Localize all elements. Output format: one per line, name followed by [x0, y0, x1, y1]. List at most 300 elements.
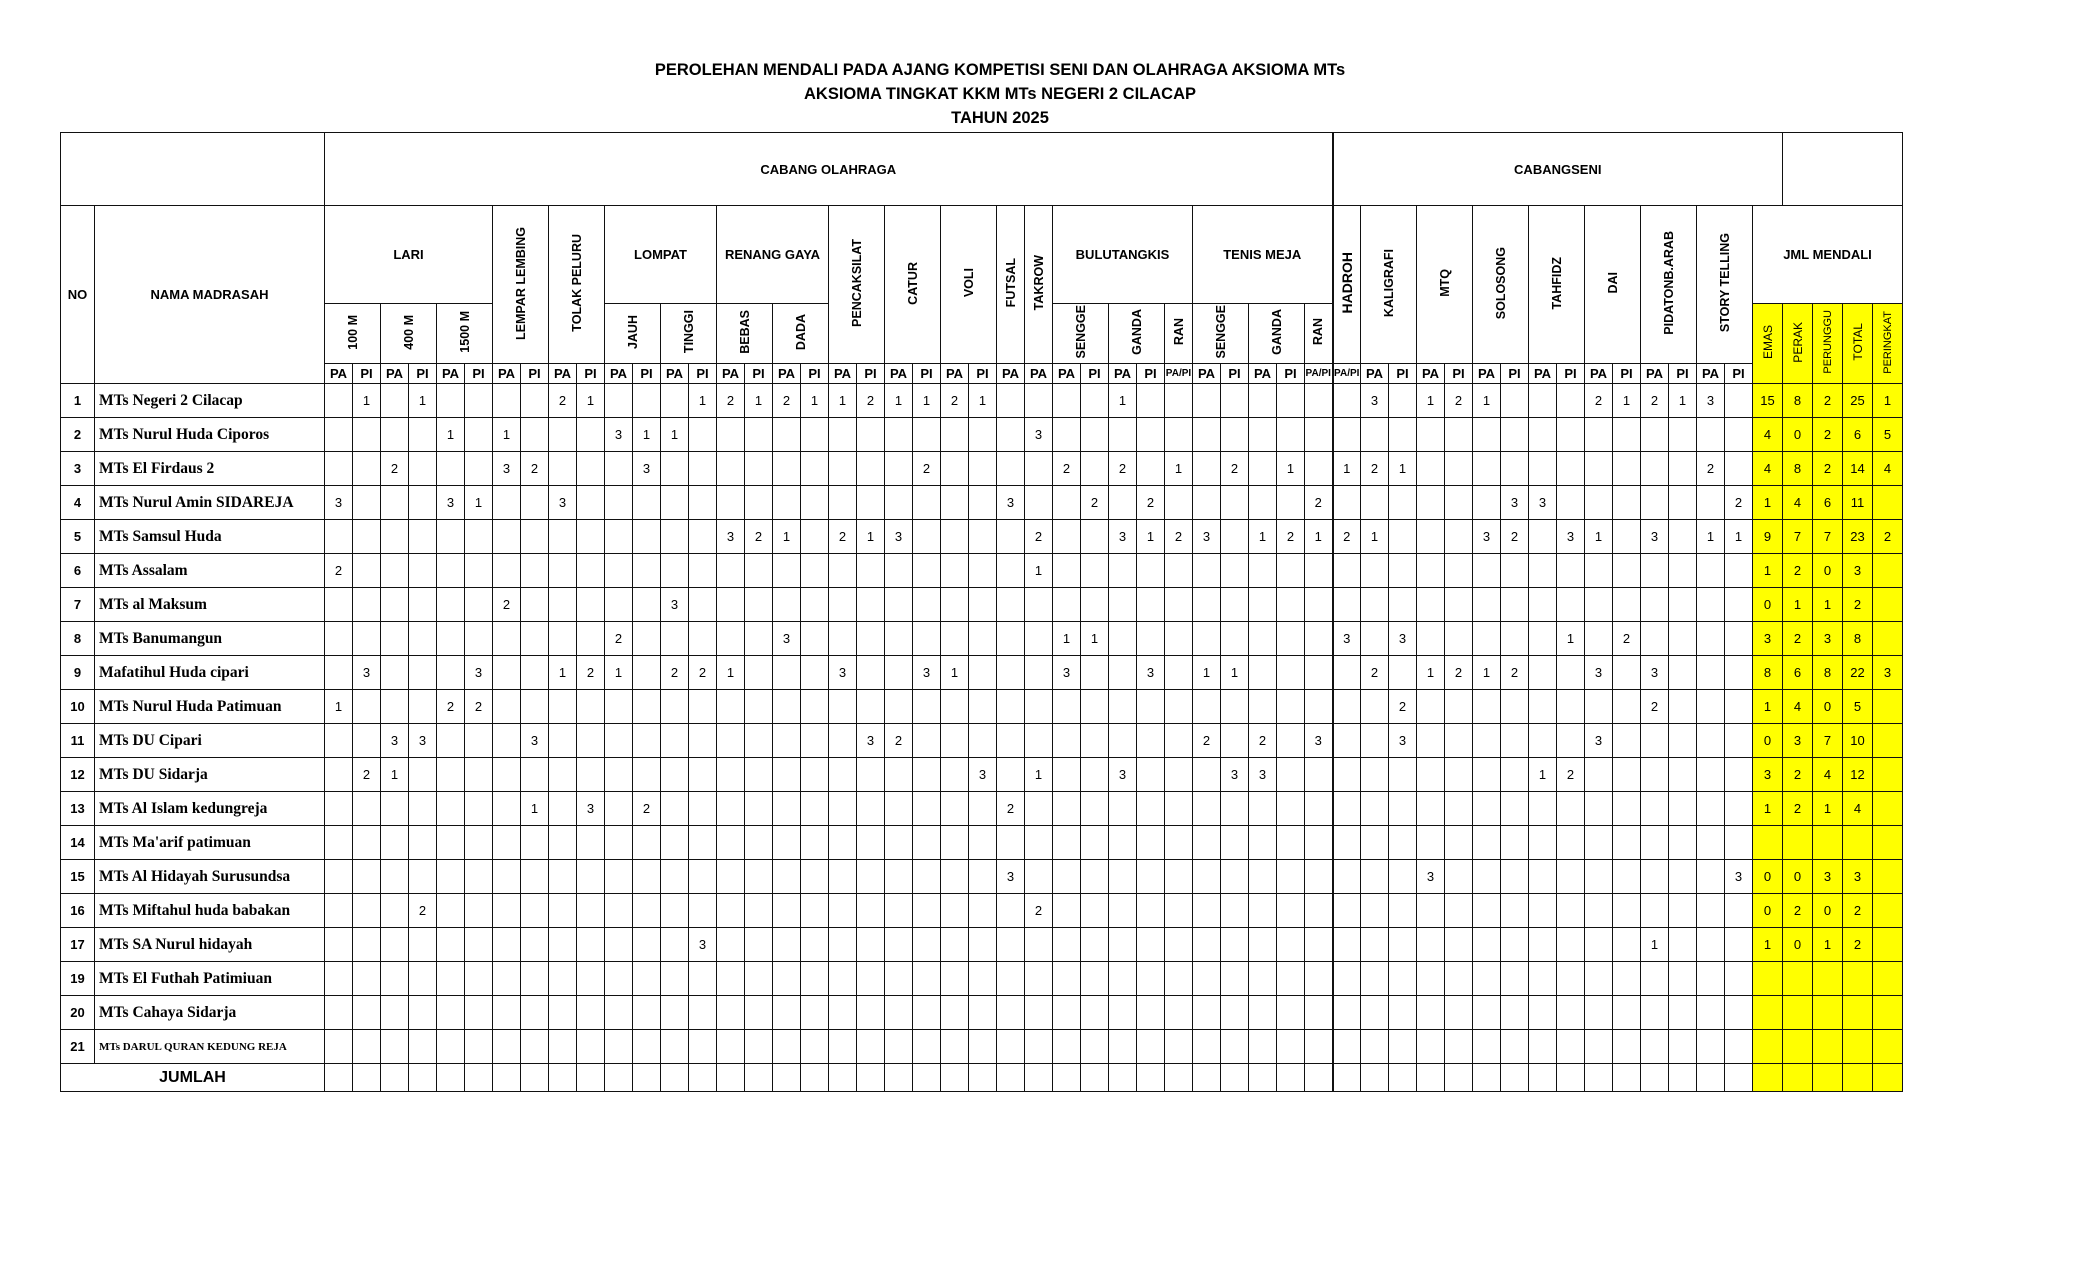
- medal-cell: [633, 1030, 661, 1064]
- header-peringkat: PERINGKAT: [1873, 304, 1903, 384]
- medal-cell: [633, 554, 661, 588]
- medal-cell: [885, 928, 913, 962]
- medal-cell: [941, 860, 969, 894]
- medal-cell: [1025, 860, 1053, 894]
- medal-cell: [1109, 724, 1137, 758]
- medal-cell: [1445, 622, 1473, 656]
- medal-cell: [1473, 758, 1501, 792]
- medal-cell: [1165, 962, 1193, 996]
- medal-cell: 3: [521, 724, 549, 758]
- medal-cell: [829, 996, 857, 1030]
- medal-cell: [1333, 656, 1361, 690]
- medal-cell: 2: [1725, 486, 1753, 520]
- medal-cell: [1613, 588, 1641, 622]
- medal-cell: [1389, 1030, 1417, 1064]
- jumlah-cell: [1585, 1064, 1613, 1092]
- medal-cell: [1725, 554, 1753, 588]
- medal-cell: [353, 724, 381, 758]
- medal-cell: [549, 622, 577, 656]
- medal-cell: [1529, 1030, 1557, 1064]
- medal-cell: 2: [1081, 486, 1109, 520]
- medal-cell: [661, 452, 689, 486]
- jumlah-cell: [1333, 1064, 1361, 1092]
- medal-cell: [689, 690, 717, 724]
- header-1500m: 1500 M: [437, 304, 493, 364]
- medal-cell: [969, 418, 997, 452]
- medal-cell: [577, 452, 605, 486]
- medal-cell: [1165, 758, 1193, 792]
- medal-cell: [577, 622, 605, 656]
- medal-cell: [1249, 418, 1277, 452]
- medal-cell: [1697, 928, 1725, 962]
- medal-cell: [1333, 384, 1361, 418]
- medal-cell: [325, 656, 353, 690]
- medal-cell: [745, 996, 773, 1030]
- madrasah-name: Mafatihul Huda cipari: [95, 656, 325, 690]
- medal-cell: 2: [1585, 384, 1613, 418]
- medal-cell: [997, 962, 1025, 996]
- medal-cell: [1697, 486, 1725, 520]
- perunggu-cell: 2: [1813, 452, 1843, 486]
- perak-cell: [1783, 826, 1813, 860]
- medal-cell: [353, 486, 381, 520]
- medal-cell: [1697, 622, 1725, 656]
- medal-cell: [549, 520, 577, 554]
- medal-cell: 3: [689, 928, 717, 962]
- medal-cell: 1: [1025, 554, 1053, 588]
- medal-cell: [997, 656, 1025, 690]
- medal-cell: [773, 894, 801, 928]
- medal-cell: [1165, 622, 1193, 656]
- medal-cell: [1361, 1030, 1389, 1064]
- header-bebas: BEBAS: [717, 304, 773, 364]
- header-renang: RENANG GAYA: [717, 206, 829, 304]
- jumlah-cell: [1277, 1064, 1305, 1092]
- medal-cell: 1: [801, 384, 829, 418]
- medal-cell: [1305, 622, 1333, 656]
- medal-cell: [1081, 792, 1109, 826]
- medal-cell: [605, 690, 633, 724]
- jumlah-cell: [717, 1064, 745, 1092]
- header-pi-cell: PI: [633, 364, 661, 384]
- medal-cell: [661, 758, 689, 792]
- medal-cell: [941, 962, 969, 996]
- medal-cell: 3: [325, 486, 353, 520]
- medal-cell: 3: [1641, 520, 1669, 554]
- medal-cell: 3: [1053, 656, 1081, 690]
- medal-cell: [1669, 928, 1697, 962]
- medal-cell: [605, 996, 633, 1030]
- medal-cell: [1529, 452, 1557, 486]
- medal-cell: [1221, 554, 1249, 588]
- medal-cell: 1: [493, 418, 521, 452]
- jumlah-cell: [661, 1064, 689, 1092]
- medal-cell: [1389, 826, 1417, 860]
- medal-cell: [1053, 418, 1081, 452]
- header-400m: 400 M: [381, 304, 437, 364]
- medal-cell: [465, 418, 493, 452]
- medal-cell: 1: [521, 792, 549, 826]
- medal-cell: [1529, 622, 1557, 656]
- medal-cell: [1417, 486, 1445, 520]
- row-number: 9: [61, 656, 95, 690]
- medal-cell: [1669, 962, 1697, 996]
- medal-cell: [1193, 384, 1221, 418]
- medal-cell: 3: [465, 656, 493, 690]
- medal-cell: 3: [1109, 758, 1137, 792]
- jumlah-cell: [1473, 1064, 1501, 1092]
- medal-cell: [1137, 860, 1165, 894]
- medal-cell: [521, 962, 549, 996]
- emas-cell: 1: [1753, 928, 1783, 962]
- medal-cell: 3: [633, 452, 661, 486]
- medal-cell: [465, 724, 493, 758]
- medal-cell: [325, 622, 353, 656]
- medal-cell: [1305, 928, 1333, 962]
- medal-cell: 3: [1641, 656, 1669, 690]
- medal-cell: [857, 622, 885, 656]
- medal-cell: [1081, 962, 1109, 996]
- medal-cell: [1305, 894, 1333, 928]
- medal-cell: [801, 962, 829, 996]
- medal-cell: [1361, 690, 1389, 724]
- medal-cell: [717, 1030, 745, 1064]
- medal-cell: 2: [465, 690, 493, 724]
- medal-cell: [1613, 758, 1641, 792]
- medal-cell: [1053, 520, 1081, 554]
- medal-cell: [1641, 588, 1669, 622]
- medal-cell: [1417, 554, 1445, 588]
- medal-cell: 2: [1613, 622, 1641, 656]
- perunggu-cell: [1813, 1030, 1843, 1064]
- emas-cell: [1753, 826, 1783, 860]
- perunggu-cell: 4: [1813, 758, 1843, 792]
- medal-cell: 2: [1641, 690, 1669, 724]
- medal-cell: [1193, 996, 1221, 1030]
- medal-cell: [1529, 826, 1557, 860]
- medal-cell: [1165, 554, 1193, 588]
- perunggu-cell: 3: [1813, 622, 1843, 656]
- medal-cell: [857, 928, 885, 962]
- medal-cell: 2: [409, 894, 437, 928]
- medal-cell: [633, 894, 661, 928]
- emas-cell: [1753, 996, 1783, 1030]
- medal-cell: [493, 996, 521, 1030]
- medal-cell: 3: [1585, 656, 1613, 690]
- medal-cell: [1221, 860, 1249, 894]
- medal-cell: [829, 622, 857, 656]
- medal-cell: [745, 588, 773, 622]
- medal-cell: [549, 554, 577, 588]
- medal-cell: [353, 860, 381, 894]
- row-number: 3: [61, 452, 95, 486]
- medal-cell: [829, 690, 857, 724]
- medal-cell: 2: [1361, 656, 1389, 690]
- header-no: NO: [61, 206, 95, 384]
- medal-cell: [745, 656, 773, 690]
- medal-cell: [1277, 588, 1305, 622]
- medal-cell: [801, 1030, 829, 1064]
- header-pi-cell: PI: [689, 364, 717, 384]
- total-cell: 25: [1843, 384, 1873, 418]
- medal-cell: [1305, 962, 1333, 996]
- medal-cell: 1: [941, 656, 969, 690]
- medal-cell: [1725, 826, 1753, 860]
- medal-cell: 1: [1025, 758, 1053, 792]
- emas-cell: [1753, 1030, 1783, 1064]
- medal-cell: [829, 894, 857, 928]
- medal-cell: [1641, 996, 1669, 1030]
- medal-cell: [1333, 1030, 1361, 1064]
- medal-cell: 1: [1417, 656, 1445, 690]
- total-cell: 3: [1843, 860, 1873, 894]
- medal-cell: [521, 622, 549, 656]
- medal-cell: [521, 928, 549, 962]
- medal-cell: [1333, 860, 1361, 894]
- jumlah-cell: [1501, 1064, 1529, 1092]
- medal-cell: [1333, 996, 1361, 1030]
- medal-cell: [1613, 418, 1641, 452]
- header-pi-cell: PI: [857, 364, 885, 384]
- medal-cell: [941, 554, 969, 588]
- medal-cell: [829, 860, 857, 894]
- medal-cell: 3: [1557, 520, 1585, 554]
- madrasah-name: MTs Samsul Huda: [95, 520, 325, 554]
- medal-cell: 1: [605, 656, 633, 690]
- header-pa-cell: PA: [1697, 364, 1725, 384]
- header-jml: JML MENDALI: [1753, 206, 1903, 304]
- medal-cell: [1529, 588, 1557, 622]
- medal-cell: [325, 724, 353, 758]
- medal-cell: [353, 554, 381, 588]
- medal-cell: [1501, 962, 1529, 996]
- medal-cell: [521, 996, 549, 1030]
- medal-cell: [1361, 928, 1389, 962]
- medal-cell: [381, 792, 409, 826]
- medal-cell: [521, 520, 549, 554]
- medal-cell: [1333, 894, 1361, 928]
- medal-cell: [1389, 520, 1417, 554]
- medal-cell: 2: [745, 520, 773, 554]
- row-number: 14: [61, 826, 95, 860]
- medal-cell: [773, 554, 801, 588]
- medal-cell: [1193, 860, 1221, 894]
- medal-cell: [885, 656, 913, 690]
- medal-cell: [997, 894, 1025, 928]
- medal-cell: [1669, 996, 1697, 1030]
- medal-cell: [381, 520, 409, 554]
- header-pi-cell: PI: [521, 364, 549, 384]
- header-pa-cell: PA: [493, 364, 521, 384]
- medal-cell: [1025, 996, 1053, 1030]
- medal-cell: [885, 826, 913, 860]
- medal-cell: [493, 758, 521, 792]
- medal-cell: [325, 520, 353, 554]
- medal-cell: [577, 554, 605, 588]
- medal-cell: 1: [1361, 520, 1389, 554]
- medal-cell: 1: [1697, 520, 1725, 554]
- medal-cell: [325, 1030, 353, 1064]
- medal-cell: [325, 758, 353, 792]
- medal-cell: [493, 384, 521, 418]
- medal-cell: [605, 520, 633, 554]
- medal-cell: [465, 622, 493, 656]
- madrasah-name: MTs SA Nurul hidayah: [95, 928, 325, 962]
- medal-cell: [1529, 384, 1557, 418]
- medal-cell: [1361, 860, 1389, 894]
- header-pi-cell: PI: [913, 364, 941, 384]
- medal-cell: [661, 486, 689, 520]
- medal-cell: [1305, 826, 1333, 860]
- medal-cell: [997, 384, 1025, 418]
- medal-cell: [633, 996, 661, 1030]
- jumlah-cell: [1361, 1064, 1389, 1092]
- medal-cell: [409, 588, 437, 622]
- medal-cell: [1669, 520, 1697, 554]
- medal-cell: [885, 860, 913, 894]
- medal-cell: [325, 894, 353, 928]
- total-cell: 11: [1843, 486, 1873, 520]
- medal-cell: [1221, 724, 1249, 758]
- medal-cell: [1613, 452, 1641, 486]
- medal-cell: 1: [1417, 384, 1445, 418]
- medal-cell: [941, 826, 969, 860]
- medal-cell: [969, 962, 997, 996]
- header-pa-cell: PA: [1025, 364, 1053, 384]
- jumlah-cell: [1753, 1064, 1783, 1092]
- madrasah-name: MTs Nurul Huda Patimuan: [95, 690, 325, 724]
- emas-cell: 1: [1753, 792, 1783, 826]
- medal-cell: [1557, 486, 1585, 520]
- medal-cell: [381, 996, 409, 1030]
- medal-cell: [1585, 622, 1613, 656]
- table-row: [61, 622, 1903, 656]
- medal-cell: [1389, 588, 1417, 622]
- medal-cell: 2: [1025, 894, 1053, 928]
- medal-cell: [1445, 792, 1473, 826]
- medal-cell: [605, 384, 633, 418]
- medal-cell: [1725, 418, 1753, 452]
- medal-cell: 2: [1501, 656, 1529, 690]
- medal-cell: 1: [1473, 384, 1501, 418]
- medal-cell: [1641, 758, 1669, 792]
- medal-cell: [1389, 962, 1417, 996]
- medal-cell: [969, 588, 997, 622]
- medal-cell: [577, 996, 605, 1030]
- medal-cell: [1137, 826, 1165, 860]
- total-cell: 2: [1843, 588, 1873, 622]
- jumlah-cell: [381, 1064, 409, 1092]
- medal-cell: [969, 1030, 997, 1064]
- medal-cell: [1137, 622, 1165, 656]
- medal-cell: 3: [409, 724, 437, 758]
- medal-cell: [689, 826, 717, 860]
- medal-cell: [353, 894, 381, 928]
- header-pa-cell: PA: [325, 364, 353, 384]
- header-pi-cell: PI: [745, 364, 773, 384]
- medal-cell: [1557, 792, 1585, 826]
- medal-cell: [1641, 1030, 1669, 1064]
- medal-cell: 1: [1585, 520, 1613, 554]
- total-cell: 6: [1843, 418, 1873, 452]
- medal-cell: [1529, 962, 1557, 996]
- medal-cell: [381, 622, 409, 656]
- title-line-3: TAHUN 2025: [951, 109, 1049, 127]
- header-blank-right: [1783, 133, 1903, 206]
- total-cell: 22: [1843, 656, 1873, 690]
- medal-cell: 3: [829, 656, 857, 690]
- medal-cell: [1193, 1030, 1221, 1064]
- table-row: [61, 758, 1903, 792]
- header-pa-pi-cell: PA/PI: [1305, 364, 1333, 384]
- header-pa-cell: PA: [829, 364, 857, 384]
- medal-cell: [829, 418, 857, 452]
- jumlah-cell: [913, 1064, 941, 1092]
- header-tenis-sengge: SENGGE: [1193, 304, 1249, 364]
- medal-cell: [1109, 962, 1137, 996]
- medal-cell: 3: [1473, 520, 1501, 554]
- medal-cell: [1725, 962, 1753, 996]
- medal-cell: [549, 1030, 577, 1064]
- medal-cell: [437, 656, 465, 690]
- medal-cell: 2: [381, 452, 409, 486]
- medal-cell: [941, 690, 969, 724]
- medal-cell: 1: [325, 690, 353, 724]
- medal-cell: [1641, 962, 1669, 996]
- medal-cell: [1389, 928, 1417, 962]
- medal-cell: [941, 452, 969, 486]
- medal-cell: [1109, 554, 1137, 588]
- medal-cell: 1: [549, 656, 577, 690]
- header-pi-cell: PI: [969, 364, 997, 384]
- header-pi-cell: PI: [1221, 364, 1249, 384]
- medal-cell: [381, 588, 409, 622]
- medal-cell: 1: [437, 418, 465, 452]
- medal-cell: [689, 588, 717, 622]
- medal-cell: [1557, 894, 1585, 928]
- peringkat-cell: [1873, 962, 1903, 996]
- madrasah-name: MTs El Firdaus 2: [95, 452, 325, 486]
- medal-cell: [1613, 996, 1641, 1030]
- medal-cell: 3: [1417, 860, 1445, 894]
- medal-cell: [549, 588, 577, 622]
- medal-cell: [1165, 996, 1193, 1030]
- medal-cell: [1725, 452, 1753, 486]
- medal-cell: [689, 622, 717, 656]
- medal-cell: 1: [773, 520, 801, 554]
- medal-cell: [1697, 554, 1725, 588]
- medal-cell: [1305, 384, 1333, 418]
- medal-cell: [1277, 1030, 1305, 1064]
- medal-cell: [577, 928, 605, 962]
- medal-cell: [1025, 962, 1053, 996]
- medal-cell: [745, 894, 773, 928]
- medal-cell: [941, 928, 969, 962]
- medal-cell: [1053, 928, 1081, 962]
- medal-cell: [1333, 486, 1361, 520]
- medal-cell: [1417, 452, 1445, 486]
- medal-cell: [465, 588, 493, 622]
- title-line-2: AKSIOMA TINGKAT KKM MTs NEGERI 2 CILACAP: [803, 85, 1197, 103]
- medal-cell: [1585, 418, 1613, 452]
- medal-cell: [605, 758, 633, 792]
- row-number: 7: [61, 588, 95, 622]
- medal-cell: [353, 928, 381, 962]
- medal-cell: 3: [913, 656, 941, 690]
- medal-cell: [437, 758, 465, 792]
- medal-cell: [1697, 792, 1725, 826]
- madrasah-name: MTs Al Islam kedungreja: [95, 792, 325, 826]
